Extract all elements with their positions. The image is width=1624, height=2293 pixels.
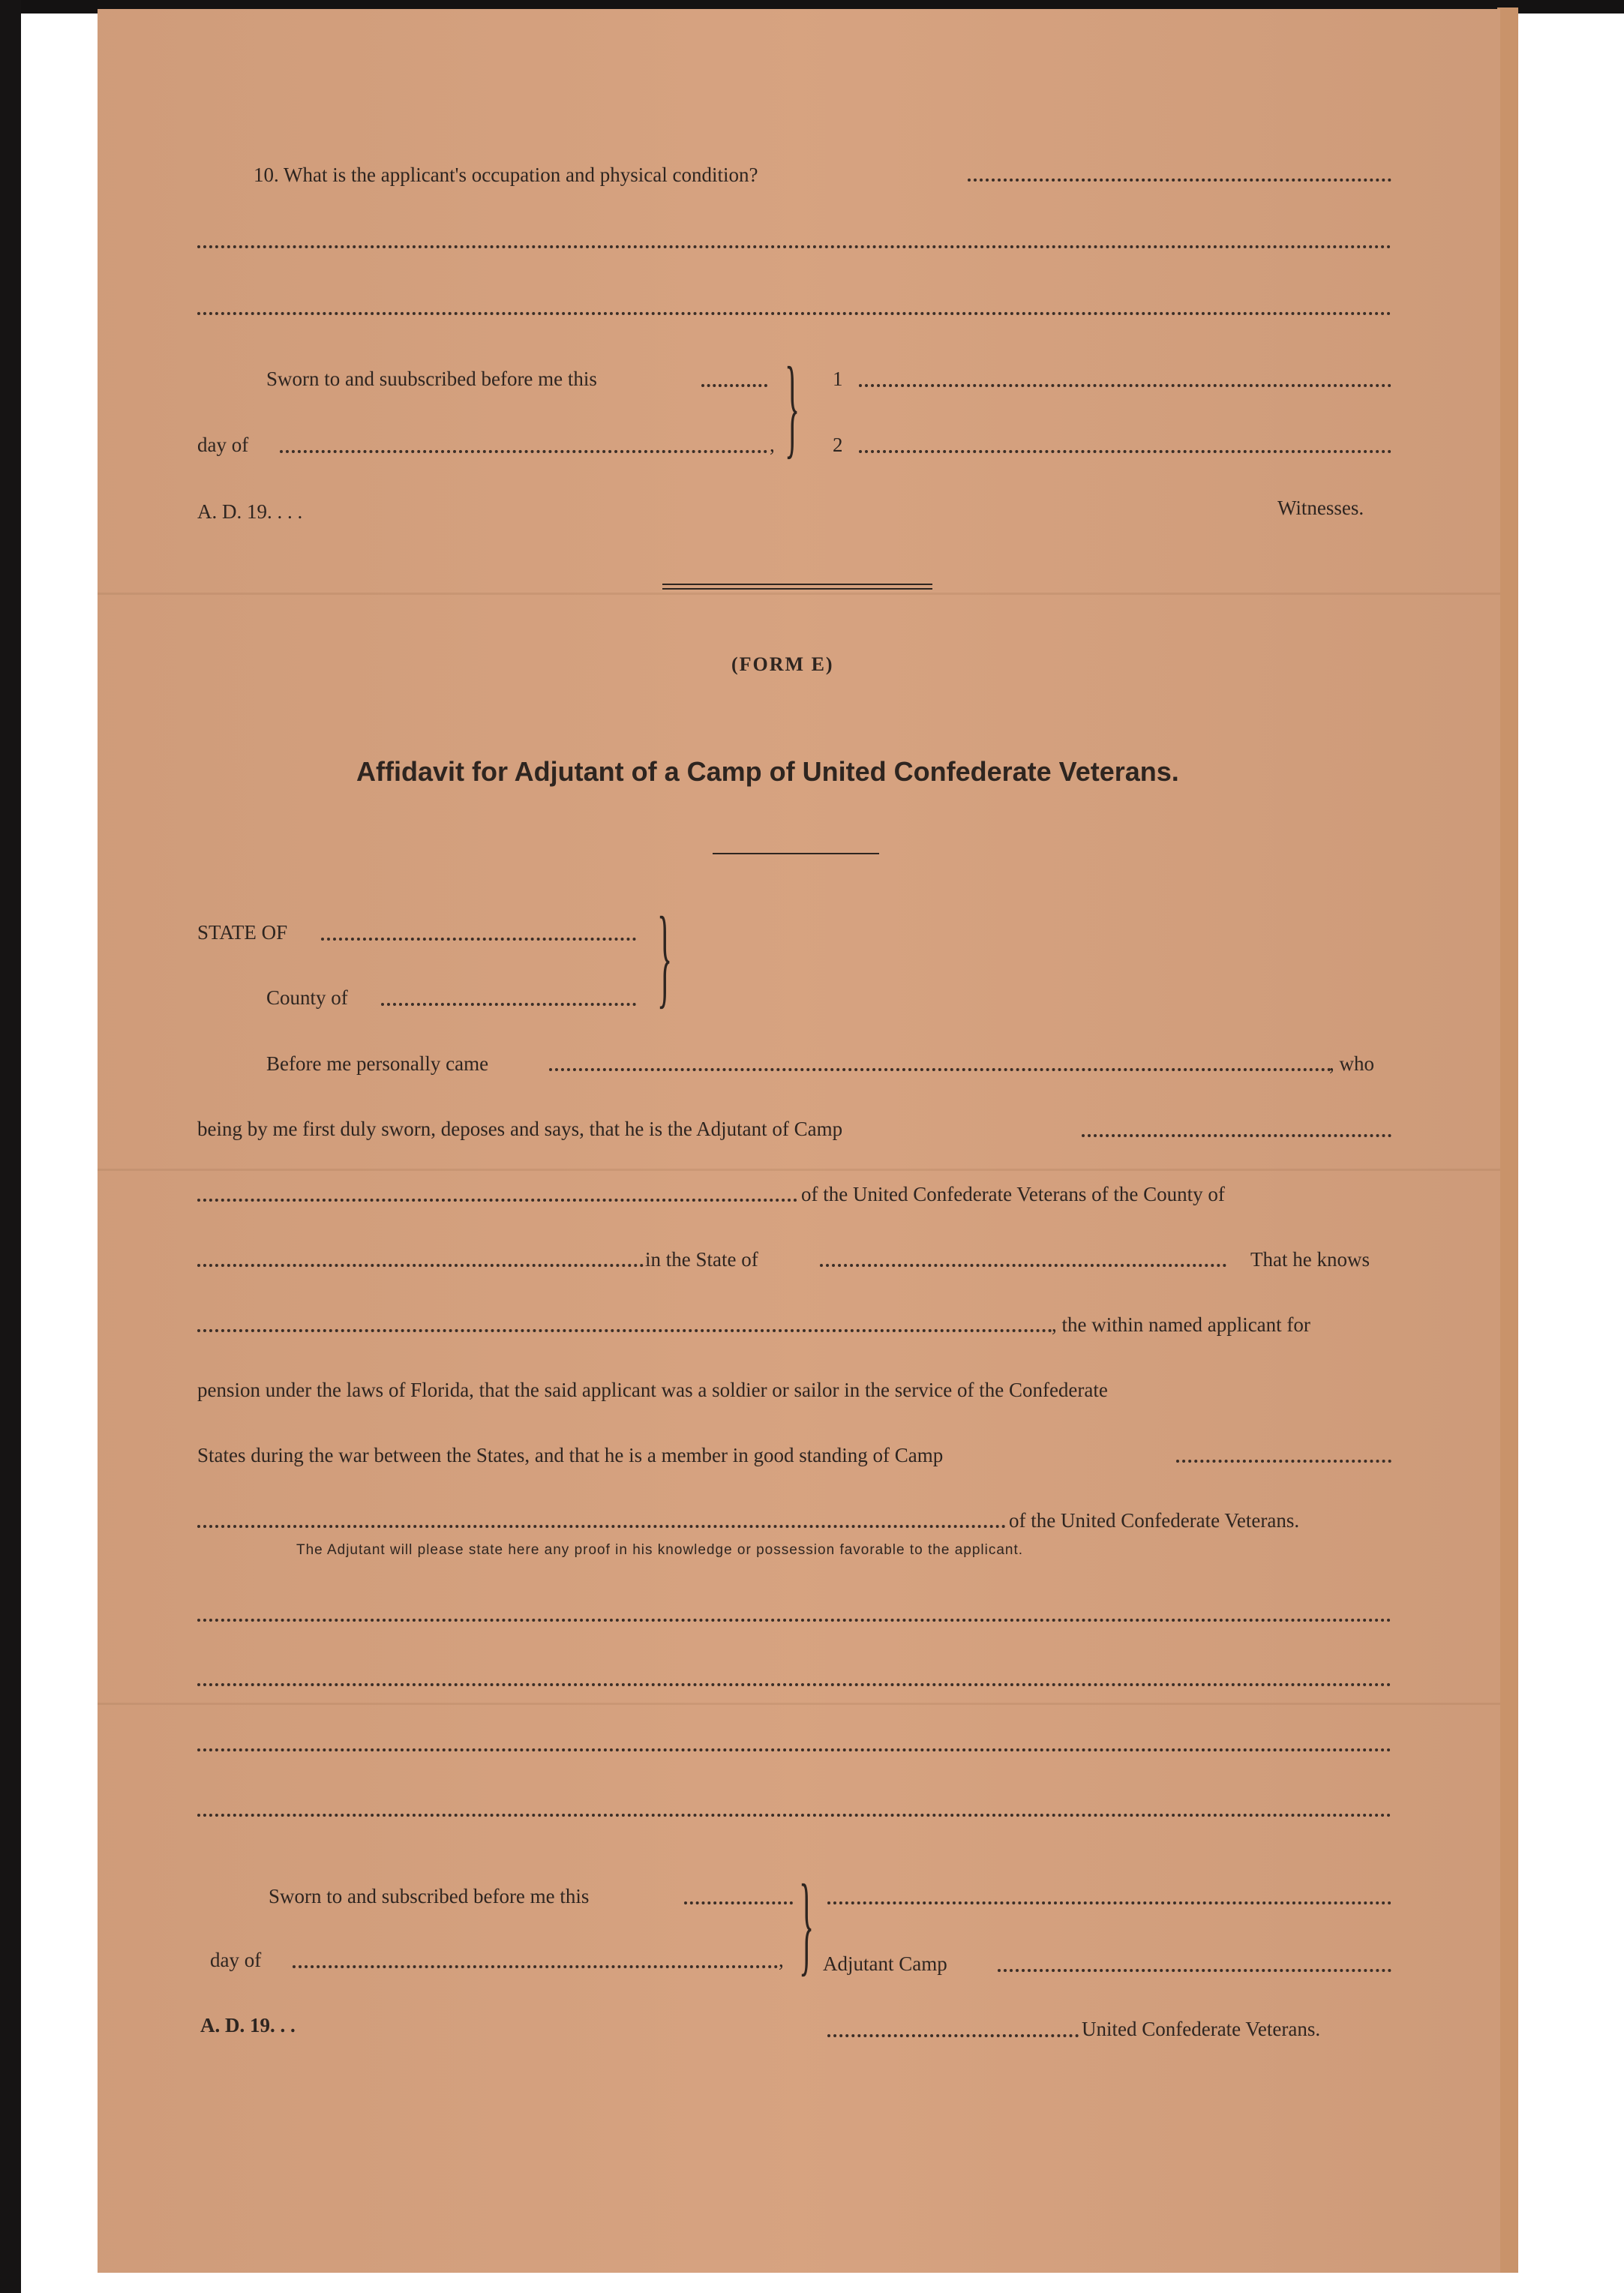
proof-line[interactable]: [197, 1683, 1391, 1686]
witness-2-blank[interactable]: [859, 450, 1391, 453]
state-of-camp-blank[interactable]: [820, 1264, 1226, 1267]
right-brace-icon: }: [657, 894, 673, 1019]
page-fold: [98, 1703, 1500, 1705]
date-day-blank[interactable]: [684, 1901, 793, 1904]
answer-blank[interactable]: [968, 179, 1391, 182]
page-fold: [98, 1169, 1500, 1171]
body-line-4-mid: in the State of: [645, 1248, 758, 1271]
camp-continued-blank[interactable]: [197, 1199, 797, 1202]
month-blank[interactable]: [293, 1965, 778, 1968]
proof-line[interactable]: [197, 1814, 1391, 1817]
body-line-1-end: , who: [1329, 1052, 1374, 1075]
camp-blank[interactable]: [1082, 1134, 1391, 1137]
ad-year-label: A. D. 19. . . .: [197, 500, 303, 523]
form-label: (FORM E): [731, 653, 834, 675]
witnesses-label: Witnesses.: [1277, 497, 1364, 519]
adjutant-note: The Adjutant will please state here any proof in his knowledge or possession favorable to the applicant.: [296, 1542, 1024, 1558]
ucv-label: United Confederate Veterans.: [1082, 2018, 1321, 2040]
state-blank[interactable]: [321, 938, 636, 941]
body-line-1-start: Before me personally came: [266, 1052, 489, 1075]
page-title: Affidavit for Adjutant of a Camp of United Confederate Veterans.: [356, 756, 1179, 787]
double-rule: [662, 588, 932, 590]
applicant-name-blank[interactable]: [197, 1329, 1052, 1332]
adjutant-camp-blank[interactable]: [998, 1969, 1391, 1972]
scan-left-border: [0, 0, 21, 2293]
body-line-4-end: That he knows: [1250, 1248, 1370, 1271]
state-of-label: STATE OF: [197, 921, 288, 944]
double-rule: [662, 584, 932, 585]
ucv-camp-blank[interactable]: [827, 2034, 1079, 2037]
day-of-label: day of: [210, 1949, 262, 1971]
proof-line[interactable]: [197, 1748, 1391, 1751]
witness-number-1: 1: [833, 368, 843, 390]
county-of-label: County of: [266, 986, 348, 1009]
proof-line[interactable]: [197, 1619, 1391, 1622]
month-blank[interactable]: [280, 450, 767, 453]
county-of-camp-blank[interactable]: [197, 1264, 644, 1267]
county-blank[interactable]: [381, 1003, 636, 1006]
member-camp-blank[interactable]: [1176, 1460, 1391, 1463]
sworn-line-text: Sworn to and suubscribed before me this: [266, 368, 597, 390]
question-10-text: 10. What is the applicant's occupation and physical condition?: [254, 164, 758, 186]
right-brace-icon: }: [799, 1862, 815, 1986]
page-edge-strip: [1497, 8, 1518, 2273]
witness-number-2: 2: [833, 434, 843, 456]
body-line-6: pension under the laws of Florida, that the said applicant was a soldier or sailor in the service of the Confederate: [197, 1379, 1108, 1401]
officer-signature-blank[interactable]: [827, 1901, 1391, 1904]
date-day-blank[interactable]: [701, 384, 767, 387]
body-line-7: States during the war between the States, and that he is a member in good standing of Camp: [197, 1444, 944, 1466]
adjutant-camp-label: Adjutant Camp: [823, 1952, 947, 1975]
answer-blank[interactable]: [197, 245, 1391, 248]
day-of-label: day of: [197, 434, 249, 456]
comma: ,: [779, 1949, 784, 1971]
sworn-line-text: Sworn to and subscribed before me this: [269, 1885, 590, 1907]
ad-year-label: A. D. 19. . .: [200, 2014, 296, 2036]
body-line-5-end: , the within named applicant for: [1052, 1313, 1310, 1336]
member-camp-continued-blank[interactable]: [197, 1525, 1006, 1528]
title-underline: [713, 853, 879, 854]
comma: ,: [770, 434, 775, 456]
witness-1-blank[interactable]: [859, 384, 1391, 387]
answer-blank[interactable]: [197, 312, 1391, 315]
body-line-2: being by me first duly sworn, deposes and says, that he is the Adjutant of Camp: [197, 1118, 843, 1140]
right-brace-icon: }: [785, 344, 800, 469]
body-line-3: of the United Confederate Veterans of the County of: [801, 1183, 1225, 1205]
page-fold: [98, 593, 1500, 595]
body-line-8-end: of the United Confederate Veterans.: [1009, 1509, 1300, 1532]
affiant-name-blank[interactable]: [549, 1068, 1331, 1071]
